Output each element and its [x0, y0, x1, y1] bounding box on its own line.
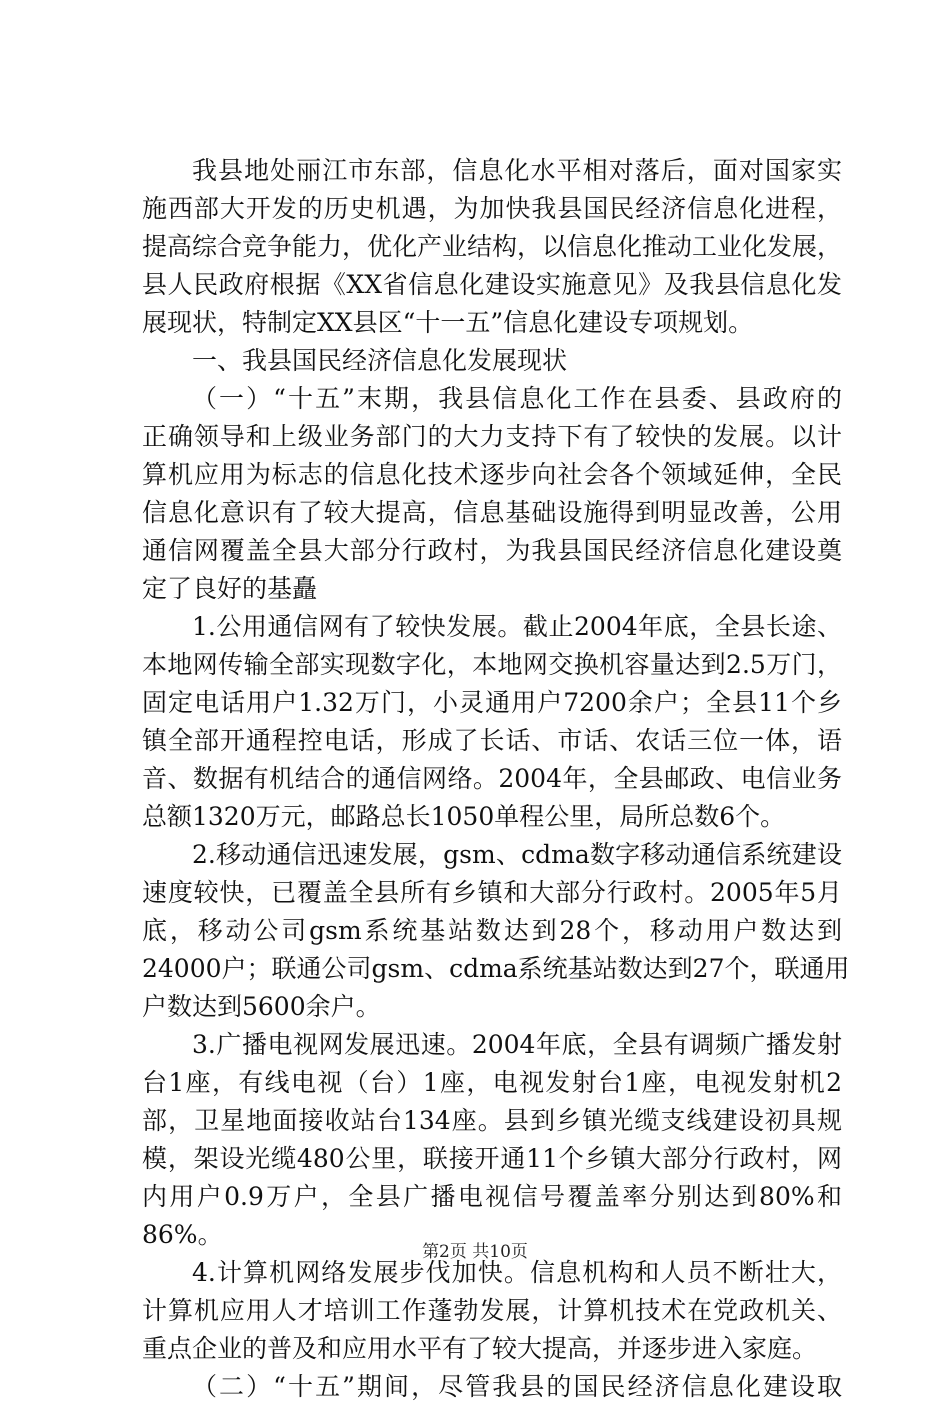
- text-line: 定了良好的基矗: [142, 574, 318, 603]
- text-line: 正确领导和上级业务部门的大力支持下有了较快的发展。以计: [142, 422, 842, 451]
- text-line: 施西部大开发的历史机遇，为加快我县国民经济信息化进程，: [142, 194, 842, 223]
- text-line: 1.公用通信网有了较快发展。截止2004年底，全县长途、: [192, 612, 842, 641]
- text-line: 重点企业的普及和应用水平有了较大提高，并逐步进入家庭。: [142, 1334, 818, 1363]
- text-line: 3.广播电视网发展迅速。2004年底，全县有调频广播发射: [192, 1030, 842, 1059]
- text-line: 2.移动通信迅速发展，gsm、cdma数字移动通信系统建设: [192, 840, 842, 869]
- text-line: 通信网覆盖全县大部分行政村，为我县国民经济信息化建设奠: [142, 536, 842, 565]
- text-line: 部，卫星地面接收站台134座。县到乡镇光缆支线建设初具规: [142, 1106, 842, 1135]
- text-line: 模，架设光缆480公里，联接开通11个乡镇大部分行政村，网: [142, 1144, 842, 1173]
- text-line: 本地网传输全部实现数字化，本地网交换机容量达到2.5万门，: [142, 650, 842, 679]
- text-line: 算机应用为标志的信息化技术逐步向社会各个领域延伸，全民: [142, 460, 842, 489]
- text-line: 县人民政府根据《XX省信息化建设实施意见》及我县信息化发: [142, 270, 842, 299]
- text-line: 总额1320万元，邮路总长1050单程公里，局所总数6个。: [142, 802, 786, 831]
- text-line: 86%。: [142, 1220, 223, 1249]
- text-line: 4.计算机网络发展步伐加快。信息机构和人员不断壮大，: [192, 1258, 842, 1287]
- page-footer: 第2页 共10页: [422, 1242, 528, 1262]
- text-line: 信息化意识有了较大提高，信息基础设施得到明显改善，公用: [142, 498, 842, 527]
- text-line: 速度较快，已覆盖全县所有乡镇和大部分行政村。2005年5月: [142, 878, 842, 907]
- text-line: 固定电话用户1.32万门，小灵通用户7200余户；全县11个乡: [142, 688, 842, 717]
- text-line: 我县地处丽江市东部，信息化水平相对落后，面对国家实: [192, 156, 842, 185]
- text-line: 户数达到5600余户。: [142, 992, 381, 1021]
- text-line: 展现状，特制定XX县区“十一五”信息化建设专项规划。: [142, 308, 754, 337]
- text-line: （一）“十五”末期，我县信息化工作在县委、县政府的: [192, 384, 842, 413]
- text-line: 内用户0.9万户，全县广播电视信号覆盖率分别达到80%和: [142, 1182, 842, 1211]
- text-line: 计算机应用人才培训工作蓬勃发展，计算机技术在党政机关、: [142, 1296, 842, 1325]
- text-line: 24000户；联通公司gsm、cdma系统基站数达到27个，联通用: [142, 954, 850, 983]
- text-line: 音、数据有机结合的通信网络。2004年，全县邮政、电信业务: [142, 764, 842, 793]
- text-line: （二）“十五”期间，尽管我县的国民经济信息化建设取: [192, 1372, 842, 1401]
- text-line: 镇全部开通程控电话，形成了长话、市话、农话三位一体，语: [142, 726, 842, 755]
- text-line: 台1座，有线电视（台）1座，电视发射台1座，电视发射机2: [142, 1068, 842, 1097]
- text-line: 一、我县国民经济信息化发展现状: [192, 346, 568, 375]
- text-line: 提高综合竞争能力，优化产业结构，以信息化推动工业化发展，: [142, 232, 843, 261]
- document-body: [142, 152, 850, 1406]
- text-line: 底，移动公司gsm系统基站数达到28个，移动用户数达到: [142, 916, 842, 945]
